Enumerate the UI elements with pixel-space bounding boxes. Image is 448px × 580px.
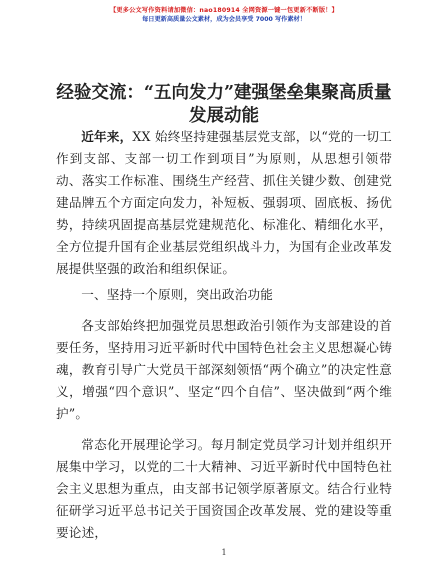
title-line-1: 经验交流：“五向发力”建强堡垒集聚高质量	[56, 83, 392, 103]
section-1-paragraph-1: 各支部始终把加强党员思想政治引领作为支部建设的首要任务，坚持用习近平新时代中国特色社会主义思想凝心铸魂，教育引导广大党员干部深刻领悟“两个确立”的决定性意义，增强“四个意识”、坚定“四个自信”、坚决做到“两个维护”。	[56, 318, 392, 421]
banner-line-membership: 每日更新高质量公文素材，成为会员享受 7000 写作素材！	[142, 16, 306, 23]
page-number: 1	[221, 548, 227, 557]
intro-text: XX 始终坚持建强基层党支部，以“党的一切工作到支部、支部一切工作到项目”为原则，从思想引领带动、落实工作标准、围绕生产经营、抓住关键少数、创建党建品牌五个方面定向发力，补短板、强弱项、固底板、扬优势，持续巩固提高基层党建规范化、标准化、精细化水平，全方位提升国有企业基层党组织战斗力，为国有企业改革发展提供坚强的政治和组织保证。	[56, 129, 392, 276]
header-banner	[0, 6, 448, 24]
document-title	[40, 82, 408, 128]
document-body	[56, 126, 392, 544]
title-line-2: 发展动能	[189, 106, 259, 126]
section-heading-1: 一、坚持一个原则，突出政治功能	[81, 287, 274, 302]
banner-line-promo: 【更多公文写作资料请加微信：nao180914 全网资源一键一包更新不断版！】	[109, 7, 339, 14]
intro-paragraph	[56, 126, 392, 280]
intro-lead: 近年来，	[81, 129, 133, 144]
section-1-paragraph-2: 常态化开展理论学习。每月制定党员学习计划并组织开展集中学习，以党的二十大精神、习近平新时代中国特色社会主义思想为重点，由支部书记领学原著原文。结合行业特征研学习近平总书记关于国资国企改革发展、党的建设等重要论述，	[56, 437, 392, 540]
